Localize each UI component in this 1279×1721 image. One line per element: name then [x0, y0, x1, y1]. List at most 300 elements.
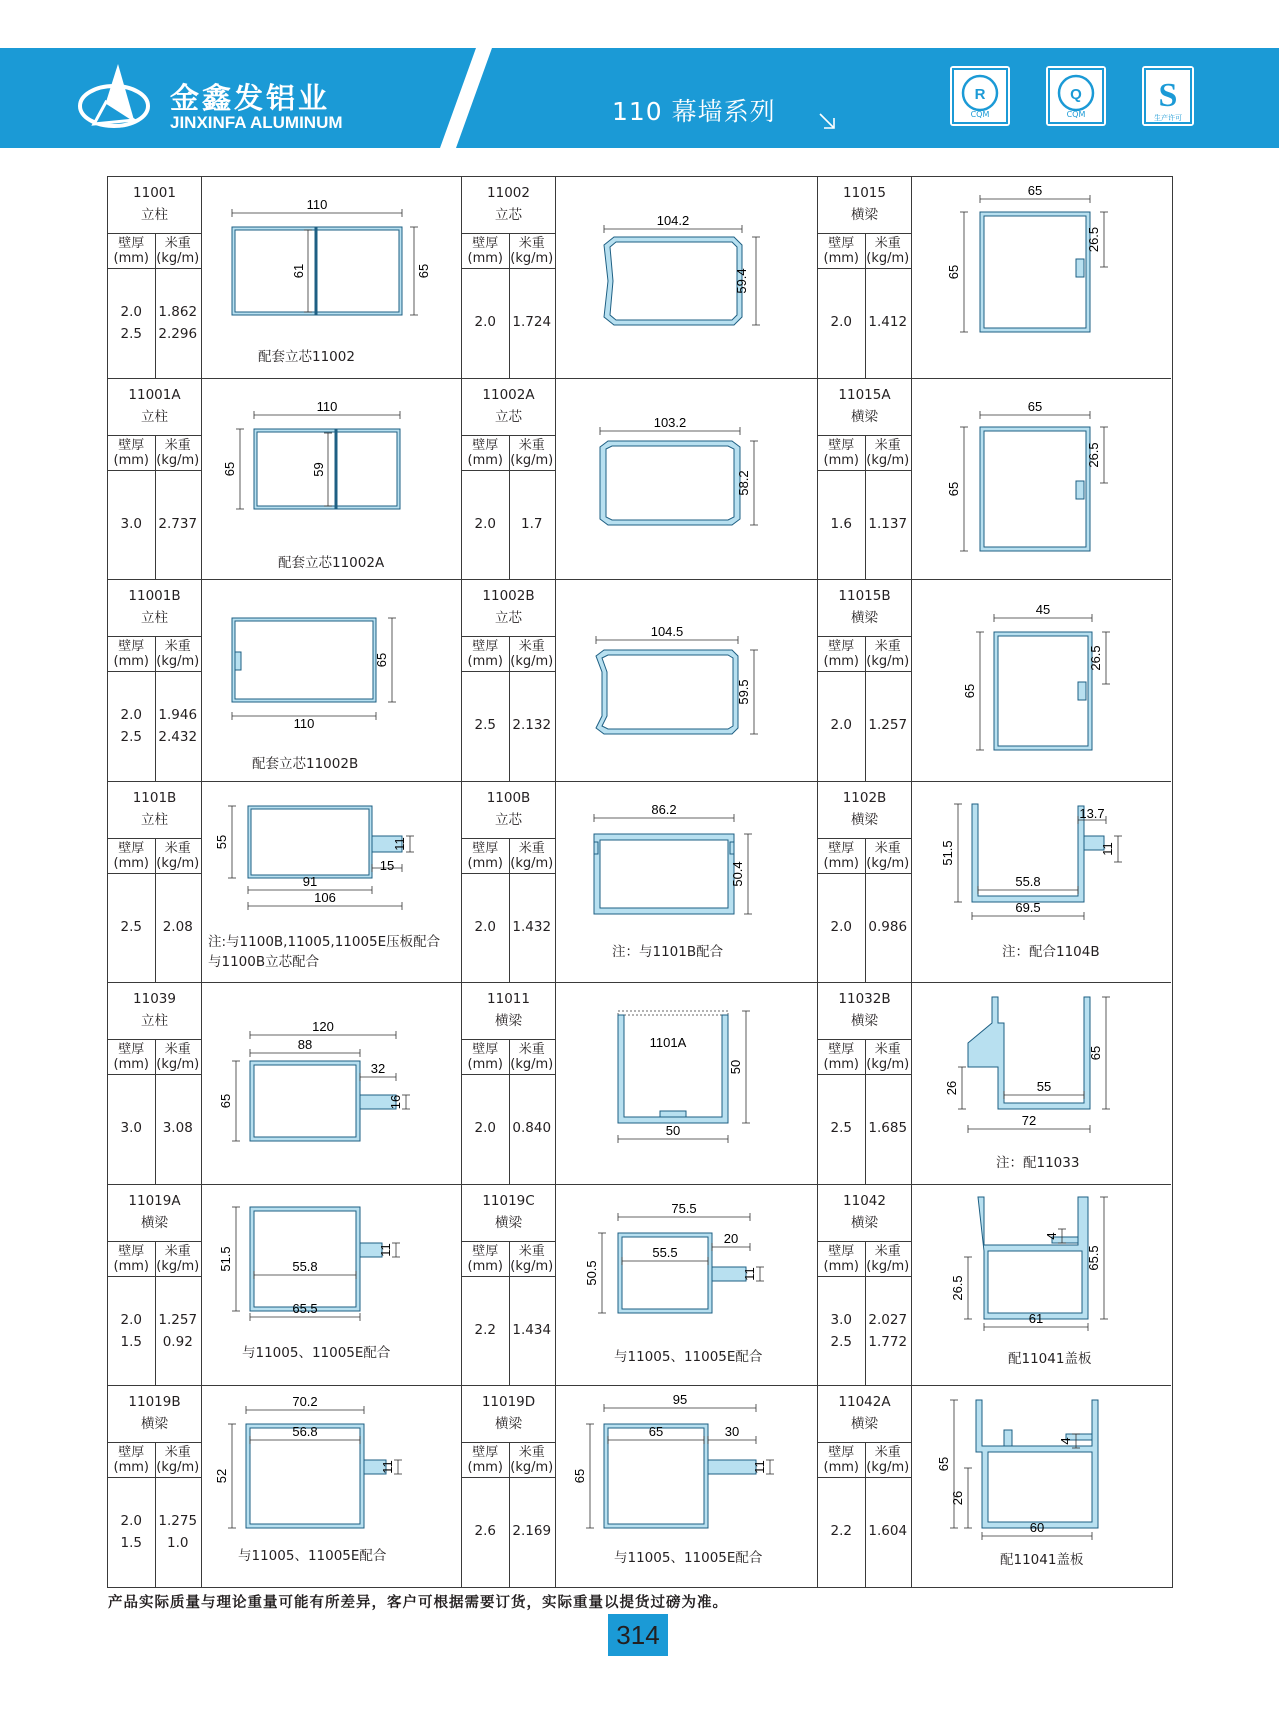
profile-code: 11039 — [133, 991, 176, 1007]
weight-label: 米重 — [874, 437, 901, 453]
thickness-unit: (mm) — [467, 1460, 503, 1475]
weight-label: 米重 — [518, 840, 545, 856]
dimension-label: 51.5 — [218, 1245, 233, 1272]
profile-code: 11019D — [481, 1394, 536, 1410]
profile-spec-11015 — [818, 177, 912, 379]
dimension-label: 26 — [944, 1080, 959, 1096]
dimension-label: 103.2 — [653, 414, 687, 430]
profile-type: 横梁 — [851, 408, 878, 425]
profile-spec-11015B — [818, 580, 912, 782]
wall-thickness-value: 2.0 — [474, 918, 496, 935]
thickness-unit: (mm) — [823, 1460, 859, 1475]
profile-code: 11011 — [487, 991, 530, 1007]
profile-drawing-11039 — [202, 983, 462, 1185]
profile-detail — [1078, 682, 1086, 700]
dimension-label: 55.8 — [1015, 873, 1041, 889]
profile-section — [248, 806, 372, 878]
thickness-header — [818, 438, 865, 468]
profile-spec-11019D — [462, 1386, 556, 1588]
thickness-label: 壁厚 — [472, 639, 499, 654]
weight-disclaimer: 产品实际质量与理论重量可能有所差异，客户可根据需要订货，实际重量以提货过磅为准。 — [108, 1595, 728, 1611]
profile-section — [976, 1400, 1098, 1528]
dimension-label: 4 — [1044, 1231, 1059, 1240]
cross-section-drawing — [556, 983, 818, 1185]
unit-weight-value: 1.862 — [158, 304, 198, 320]
weight-header — [155, 236, 202, 266]
dimension-label: 65 — [416, 263, 431, 279]
profile-spec-11015A — [818, 379, 912, 581]
thickness-label: 壁厚 — [828, 1445, 855, 1460]
thickness-header — [462, 236, 509, 266]
profile-drawing-11015 — [912, 177, 1171, 379]
profile-note: 与11005、11005E配合 — [614, 1550, 763, 1566]
cross-section-drawing — [556, 379, 818, 581]
dimension-label: 59.5 — [736, 679, 751, 705]
thickness-unit: (mm) — [467, 1057, 503, 1072]
weight-unit: (kg/m) — [510, 1057, 554, 1072]
profile-type: 横梁 — [851, 1013, 878, 1029]
column-divider — [155, 435, 156, 580]
thickness-label: 壁厚 — [118, 840, 145, 856]
profile-detail — [712, 1267, 746, 1281]
thickness-header — [818, 841, 865, 871]
profile-detail — [1076, 259, 1084, 277]
weight-unit: (kg/m) — [156, 654, 200, 669]
profile-note-2: 与1100B立芯配合 — [208, 953, 320, 970]
profile-type: 横梁 — [495, 1013, 522, 1029]
thickness-unit: (mm) — [467, 855, 503, 871]
column-divider — [155, 1039, 156, 1184]
weight-label: 米重 — [874, 1445, 901, 1460]
thickness-label: 壁厚 — [472, 236, 499, 251]
dimension-label: 50 — [665, 1123, 681, 1138]
profile-code: 11015 — [843, 185, 886, 201]
thickness-header — [462, 639, 509, 669]
profile-drawing-11002A — [556, 379, 818, 581]
wall-thickness-value: 2.2 — [474, 1321, 496, 1338]
cross-section-drawing — [556, 580, 818, 782]
column-divider — [865, 233, 866, 378]
profile-type: 立柱 — [141, 610, 168, 626]
cert-badge-qs — [1142, 66, 1194, 126]
wall-thickness-value: 2.5 — [120, 918, 142, 935]
weight-header — [509, 236, 556, 266]
profile-drawing-11002 — [556, 177, 818, 379]
thickness-unit: (mm) — [467, 654, 503, 669]
wall-thickness-value: 3.0 — [120, 1120, 142, 1136]
profile-code: 11001B — [128, 588, 181, 604]
profile-type: 横梁 — [851, 1214, 878, 1231]
weight-label: 米重 — [164, 1243, 191, 1259]
profile-type: 横梁 — [495, 1214, 522, 1231]
thickness-header — [108, 438, 155, 468]
arrow-down-right-icon — [818, 112, 838, 132]
profile-type: 立柱 — [141, 1013, 168, 1029]
unit-weight-value: 1.275 — [158, 1513, 198, 1529]
column-divider — [509, 1442, 510, 1588]
weight-header — [865, 1042, 912, 1072]
dimension-label: 106 — [314, 889, 336, 905]
dimension-label: 11 — [742, 1266, 757, 1281]
unit-weight-value: 2.737 — [158, 515, 198, 532]
profile-code: 11001 — [133, 185, 176, 201]
thickness-label: 壁厚 — [472, 437, 499, 453]
svg-text:S: S — [1158, 77, 1178, 114]
dimension-label: 65 — [222, 461, 237, 476]
thickness-header — [818, 639, 865, 669]
weight-label: 米重 — [518, 437, 545, 453]
cross-section-drawing — [912, 177, 1171, 379]
dimension-label: 11 — [392, 836, 407, 851]
unit-weight-value: 1.685 — [868, 1120, 908, 1136]
cert-label-2: CQM — [1066, 110, 1086, 119]
dimension-label: 65 — [1088, 1045, 1103, 1061]
dimension-label: 50.5 — [584, 1259, 599, 1286]
weight-unit: (kg/m) — [866, 1057, 910, 1072]
dimension-label: 72 — [1021, 1113, 1037, 1128]
dimension-label: 65 — [572, 1468, 587, 1484]
weight-label: 米重 — [518, 1243, 545, 1259]
profile-type: 横梁 — [851, 1416, 878, 1432]
cert-label-3: 生产许可 — [1154, 114, 1182, 122]
profile-spec-11042 — [818, 1185, 912, 1387]
weight-unit: (kg/m) — [510, 855, 554, 871]
thickness-header — [108, 236, 155, 266]
unit-weight-value: 2.296 — [158, 326, 198, 342]
weight-header — [509, 639, 556, 669]
profile-type: 立芯 — [495, 207, 522, 223]
profile-spec-11042A — [818, 1386, 912, 1588]
profile-drawing-11032B — [912, 983, 1171, 1185]
profile-section — [232, 618, 376, 702]
weight-header — [509, 1244, 556, 1274]
profile-section — [596, 650, 738, 734]
dimension-label: 104.5 — [650, 624, 684, 639]
dimension-label: 13.7 — [1079, 805, 1105, 821]
thickness-header — [818, 1244, 865, 1274]
weight-label: 米重 — [164, 437, 191, 453]
thickness-label: 壁厚 — [828, 639, 855, 654]
thickness-unit: (mm) — [113, 1258, 149, 1274]
dimension-label: 60 — [1029, 1520, 1045, 1535]
dimension-label: 1101A — [649, 1035, 687, 1050]
profile-detail — [235, 652, 241, 670]
unit-weight-value: 1.724 — [512, 314, 552, 330]
profile-section — [980, 427, 1090, 551]
dimension-label: 55 — [1036, 1079, 1052, 1094]
column-divider — [509, 233, 510, 378]
thickness-header — [108, 841, 155, 871]
profile-spec-11001 — [108, 177, 202, 379]
profile-section — [604, 1424, 708, 1528]
dimension-label: 59.4 — [734, 268, 749, 294]
dimension-label: 65 — [1027, 183, 1043, 198]
dimension-label: 110 — [316, 398, 338, 414]
profile-note: 注：配11033 — [996, 1155, 1080, 1171]
column-divider — [509, 1039, 510, 1184]
thickness-label: 壁厚 — [828, 840, 855, 856]
profile-drawing-11042A — [912, 1386, 1171, 1588]
weight-header — [155, 1042, 202, 1072]
weight-unit: (kg/m) — [510, 452, 554, 468]
profile-drawing-11042 — [912, 1185, 1171, 1387]
profile-section — [968, 997, 1090, 1109]
cert-label-1: CQM — [970, 110, 990, 119]
unit-weight-value: 1.412 — [868, 314, 908, 330]
profile-spec-1100B — [462, 782, 556, 984]
profile-spec-11001B — [108, 580, 202, 782]
column-divider — [865, 838, 866, 983]
profile-code: 11002A — [482, 386, 535, 403]
thickness-unit: (mm) — [113, 452, 149, 468]
unit-weight-value: 2.08 — [162, 918, 193, 935]
weight-label: 米重 — [874, 1243, 901, 1259]
profile-type: 立柱 — [141, 207, 168, 223]
profile-code: 1101B — [132, 789, 177, 806]
weight-unit: (kg/m) — [156, 452, 200, 468]
weight-unit: (kg/m) — [866, 1460, 910, 1475]
thickness-unit: (mm) — [113, 251, 149, 266]
dimension-label: 26 — [950, 1490, 965, 1506]
column-divider — [865, 435, 866, 580]
thickness-label: 壁厚 — [118, 437, 145, 453]
profile-code: 11001A — [128, 386, 181, 403]
thickness-label: 壁厚 — [828, 1042, 855, 1057]
wall-thickness-value: 3.0 — [830, 1311, 852, 1328]
cross-section-drawing — [556, 177, 818, 379]
thickness-unit: (mm) — [467, 1258, 503, 1274]
unit-weight-value: 0.92 — [162, 1333, 193, 1350]
weight-header — [865, 1244, 912, 1274]
dimension-label: 15 — [379, 857, 395, 873]
profile-detail — [730, 842, 734, 854]
unit-weight-value: 1.257 — [868, 717, 908, 733]
dimension-label: 70.2 — [292, 1394, 318, 1409]
svg-text:R: R — [974, 86, 986, 103]
thickness-unit: (mm) — [823, 1258, 859, 1274]
weight-header — [865, 1445, 912, 1475]
brand-name-en: JINXINFA ALUMINUM — [170, 113, 343, 132]
profile-drawing-11001 — [202, 177, 462, 379]
profile-type: 横梁 — [851, 811, 878, 828]
weight-header — [155, 639, 202, 669]
wall-thickness-value: 2.0 — [830, 918, 852, 935]
profile-note: 与11005、11005E配合 — [614, 1348, 763, 1365]
thickness-unit: (mm) — [113, 654, 149, 669]
thickness-unit: (mm) — [113, 1057, 149, 1072]
unit-weight-value: 0.986 — [868, 918, 908, 935]
profile-code: 11019B — [128, 1394, 181, 1410]
profile-section — [618, 1015, 728, 1123]
unit-weight-value: 1.7 — [521, 515, 543, 532]
weight-unit: (kg/m) — [510, 251, 554, 266]
svg-text:Q: Q — [1070, 86, 1082, 103]
thickness-unit: (mm) — [823, 1057, 859, 1072]
weight-header — [155, 1244, 202, 1274]
dimension-label: 88 — [297, 1037, 313, 1052]
profile-code: 1100B — [486, 789, 531, 806]
thickness-unit: (mm) — [113, 855, 149, 871]
profile-detail — [594, 842, 598, 854]
profile-spec-11001A — [108, 379, 202, 581]
profile-spec-11002B — [462, 580, 556, 782]
weight-header — [155, 841, 202, 871]
profile-detail — [708, 1460, 756, 1474]
dimension-label: 26.5 — [950, 1274, 965, 1301]
weight-header — [865, 236, 912, 266]
dimension-label: 51.5 — [940, 839, 955, 866]
profile-note: 与11005、11005E配合 — [238, 1548, 387, 1564]
profile-code: 11019A — [128, 1192, 181, 1209]
wall-thickness-value: 2.0 — [830, 314, 852, 330]
thickness-header — [462, 1244, 509, 1274]
page-number: 314 — [608, 1614, 668, 1656]
profile-section — [604, 237, 742, 325]
weight-label: 米重 — [874, 236, 901, 251]
column-divider — [865, 1442, 866, 1588]
weight-header — [509, 1042, 556, 1072]
dimension-label: 104.2 — [656, 213, 690, 228]
dimension-label: 56.8 — [292, 1424, 318, 1439]
thickness-header — [108, 1042, 155, 1072]
profile-code: 11015A — [838, 386, 891, 403]
wall-thickness-value: 2.0 — [120, 1513, 142, 1529]
wall-thickness-value: 2.0 — [474, 314, 496, 330]
thickness-label: 壁厚 — [118, 639, 145, 654]
weight-label: 米重 — [518, 1445, 545, 1460]
wall-thickness-value: 2.0 — [120, 1311, 142, 1328]
column-divider — [509, 636, 510, 781]
thickness-unit: (mm) — [823, 654, 859, 669]
dimension-label: 30 — [724, 1424, 740, 1439]
thickness-label: 壁厚 — [118, 1243, 145, 1259]
dimension-label: 4 — [1058, 1437, 1073, 1445]
thickness-unit: (mm) — [467, 452, 503, 468]
profile-detail — [1076, 481, 1084, 499]
weight-unit: (kg/m) — [866, 251, 910, 266]
unit-weight-value: 3.08 — [162, 1120, 193, 1136]
weight-unit: (kg/m) — [156, 1057, 200, 1072]
dimension-label: 110 — [306, 197, 328, 212]
unit-weight-value: 2.432 — [158, 729, 198, 745]
wall-thickness-value: 2.0 — [830, 717, 852, 733]
weight-header — [509, 841, 556, 871]
wall-thickness-value: 2.5 — [830, 1333, 852, 1350]
wall-thickness-value: 2.0 — [474, 515, 496, 532]
thickness-unit: (mm) — [113, 1460, 149, 1475]
profile-drawing-1102B — [912, 782, 1171, 984]
weight-label: 米重 — [518, 1042, 545, 1057]
profile-type: 立芯 — [495, 408, 522, 425]
dimension-label: 50.4 — [730, 860, 745, 887]
dimension-label: 65.5 — [1086, 1244, 1101, 1271]
wall-thickness-value: 2.0 — [120, 304, 142, 320]
cross-section-drawing — [912, 379, 1171, 581]
weight-label: 米重 — [164, 236, 191, 251]
thickness-label: 壁厚 — [118, 236, 145, 251]
profile-section — [994, 632, 1092, 750]
column-divider — [509, 1241, 510, 1386]
wall-thickness-value: 1.6 — [830, 515, 852, 532]
unit-weight-value: 1.0 — [167, 1535, 189, 1551]
weight-label: 米重 — [518, 236, 545, 251]
wall-thickness-value: 1.5 — [120, 1535, 142, 1551]
dimension-label: 65 — [946, 481, 961, 496]
unit-weight-value: 1.432 — [512, 918, 552, 935]
thickness-label: 壁厚 — [472, 1042, 499, 1057]
thickness-unit: (mm) — [823, 251, 859, 266]
unit-weight-value: 1.434 — [512, 1321, 552, 1338]
weight-label: 米重 — [874, 1042, 901, 1057]
profile-drawing-1100B — [556, 782, 818, 984]
weight-unit: (kg/m) — [866, 855, 910, 871]
dimension-label: 69.5 — [1015, 899, 1041, 915]
column-divider — [155, 838, 156, 983]
weight-unit: (kg/m) — [156, 1258, 200, 1274]
profile-note: 注：配合1104B — [1002, 943, 1100, 960]
thickness-label: 壁厚 — [118, 1042, 145, 1057]
thickness-header — [818, 236, 865, 266]
profile-spec-11011 — [462, 983, 556, 1185]
unit-weight-value: 1.946 — [158, 707, 198, 723]
profile-drawing-11019C — [556, 1185, 818, 1387]
dimension-label: 55 — [214, 834, 229, 849]
column-divider — [865, 636, 866, 781]
dimension-label: 86.2 — [651, 801, 677, 817]
unit-weight-value: 2.132 — [512, 717, 552, 733]
profile-spec-11019B — [108, 1386, 202, 1588]
dimension-label: 11 — [380, 1460, 395, 1474]
thickness-header — [108, 1244, 155, 1274]
profile-section — [980, 212, 1090, 332]
dimension-label: 59 — [311, 461, 326, 477]
profile-spec-11032B — [818, 983, 912, 1185]
dimension-label: 26.5 — [1086, 441, 1101, 468]
dimension-label: 50 — [728, 1059, 743, 1075]
weight-header — [155, 1445, 202, 1475]
weight-label: 米重 — [164, 1042, 191, 1057]
profile-section — [246, 1424, 364, 1528]
dimension-label: 32 — [370, 1061, 386, 1076]
dimension-label: 75.5 — [671, 1200, 697, 1216]
profile-drawing-11015B — [912, 580, 1171, 782]
dimension-label: 26.5 — [1088, 645, 1103, 671]
profile-drawing-11015A — [912, 379, 1171, 581]
profile-note: 配套立芯11002 — [258, 349, 355, 365]
unit-weight-value: 1.257 — [158, 1311, 198, 1328]
profile-section — [254, 429, 400, 509]
profile-type: 立芯 — [495, 811, 522, 828]
weight-label: 米重 — [164, 840, 191, 856]
wall-thickness-value: 2.5 — [120, 326, 142, 342]
weight-header — [865, 639, 912, 669]
wall-thickness-value: 2.0 — [120, 707, 142, 723]
cert-badge-q — [1046, 66, 1106, 126]
column-divider — [509, 435, 510, 580]
thickness-header — [108, 1445, 155, 1475]
profile-type: 立芯 — [495, 610, 522, 626]
wall-thickness-value: 2.0 — [474, 1120, 496, 1136]
cert-badge-r — [950, 66, 1010, 126]
profile-code: 11042 — [843, 1192, 886, 1209]
weight-header — [155, 438, 202, 468]
profile-note-1: 注:与1100B,11005,11005E压板配合 — [208, 933, 441, 950]
profile-note: 配套立芯11002B — [252, 756, 359, 772]
profile-note: 配11041盖板 — [1008, 1350, 1092, 1367]
profile-spec-11019A — [108, 1185, 202, 1387]
dimension-label: 65 — [1027, 398, 1043, 414]
thickness-label: 壁厚 — [118, 1445, 145, 1460]
